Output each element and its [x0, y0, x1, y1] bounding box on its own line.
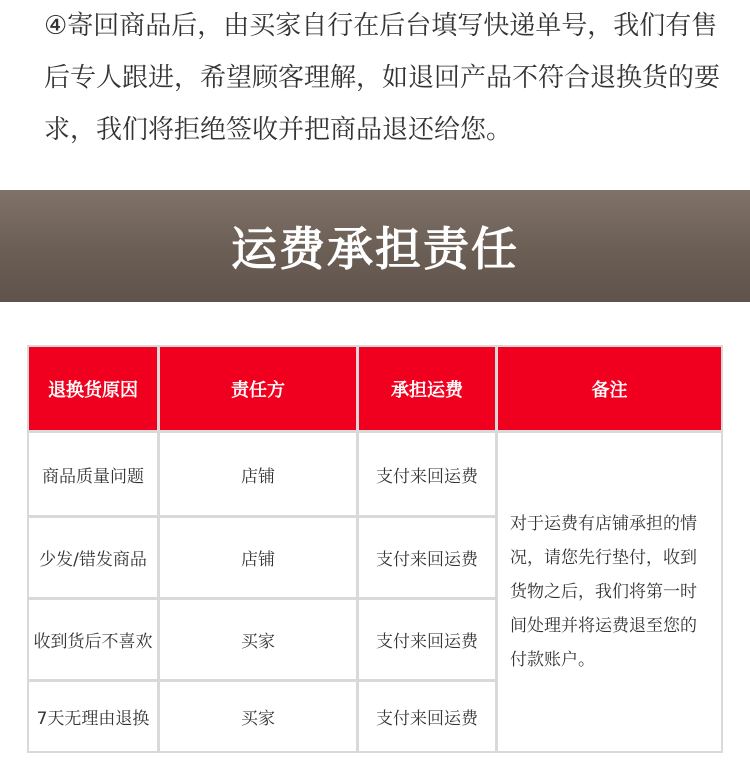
row3-reason: 收到货后不喜欢: [29, 600, 157, 679]
header-freight: 承担运费: [359, 347, 495, 430]
row1-party: 店铺: [160, 433, 356, 515]
section-title: 运费承担责任: [231, 222, 519, 276]
intro-paragraph: [44, 0, 724, 156]
row4-reason: 7天无理由退换: [29, 682, 157, 751]
note-text: 对于运费有店铺承担的情况，请您先行垫付，收到货物之后，我们将第一时间处理并将运费退至您的付款账户。: [510, 514, 697, 670]
header-party: 责任方: [160, 347, 356, 430]
row2-reason: 少发/错发商品: [29, 518, 157, 597]
note-cell: [498, 433, 721, 751]
row3-freight: 支付来回运费: [359, 600, 495, 679]
section-banner: [0, 190, 750, 302]
freight-table: [27, 345, 723, 753]
row1-reason: 商品质量问题: [29, 433, 157, 515]
row4-freight: 支付来回运费: [359, 682, 495, 751]
row1-freight: 支付来回运费: [359, 433, 495, 515]
header-note: 备注: [498, 347, 721, 430]
row4-party: 买家: [160, 682, 356, 751]
row2-party: 店铺: [160, 518, 356, 597]
intro-text: ④寄回商品后，由买家自行在后台填写快递单号，我们有售后专人跟进，希望顾客理解，如退回产品不符合退换货的要求，我们将拒绝签收并把商品退还给您。: [44, 11, 721, 145]
row3-party: 买家: [160, 600, 356, 679]
header-reason: 退换货原因: [29, 347, 157, 430]
row2-freight: 支付来回运费: [359, 518, 495, 597]
